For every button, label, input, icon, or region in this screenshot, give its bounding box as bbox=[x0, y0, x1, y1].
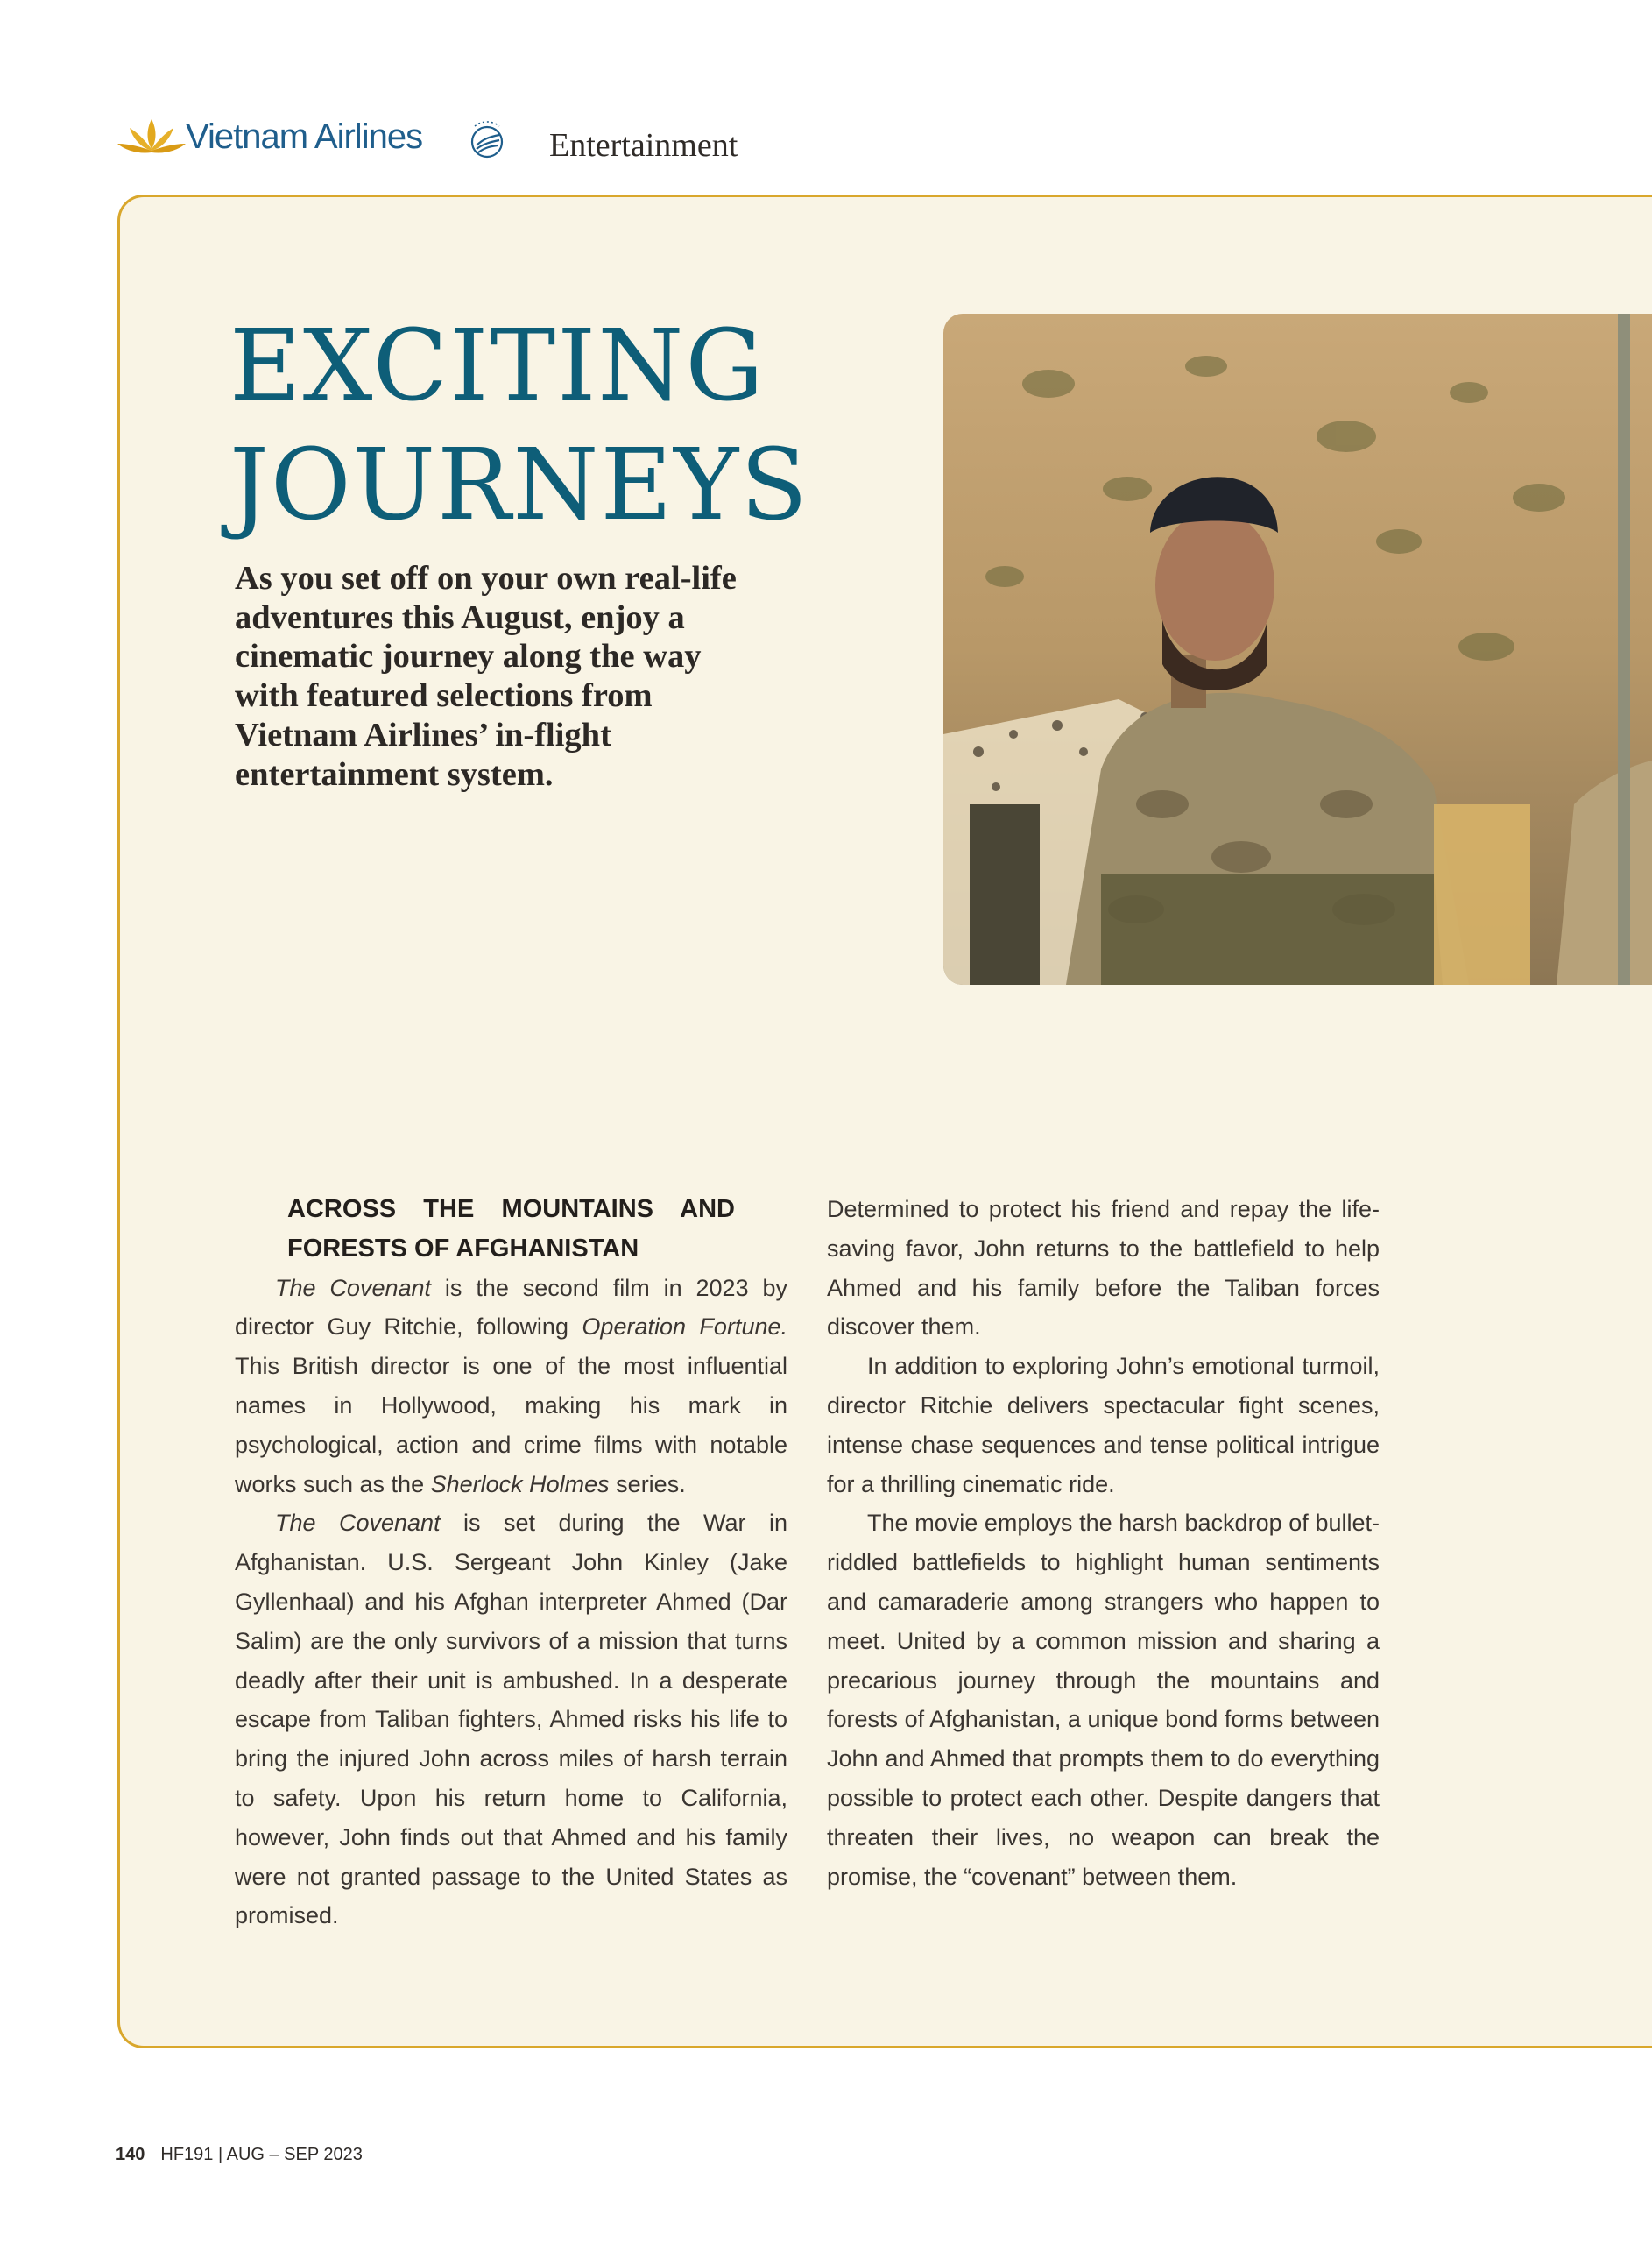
film-title: Operation Fortune. bbox=[582, 1313, 787, 1341]
feature-title: EXCITING JOURNEYS bbox=[229, 309, 809, 542]
article-paragraph: The movie employs the harsh backdrop of bullet-riddled battlefields to highlight human sentiments and camaraderie among strangers who happen to meet. United by a common mission and sharing a precarious journey through the mountains and forests of Afghanistan, a unique bond forms between John and Ahmed that prompts them to do everything possible to protect each other. Despite dangers that threaten their lives, no weapon can break the promise, the “covenant” between them. bbox=[827, 1510, 1380, 1890]
film-title: Sherlock Holmes bbox=[430, 1470, 610, 1497]
film-title: The Covenant bbox=[275, 1274, 432, 1301]
page-footer bbox=[116, 2145, 363, 2165]
article-paragraph: The Covenant is set during the War in Afghanistan. U.S. Sergeant John Kinley (Jake Gyllenhaal) and his Afghan interpreter Ahmed (Dar Salim) are the only survivors of a mission that turns deadly after their unit is ambushed. In a desperate escape from Taliban fighters, Ahmed risks his life to bring the injured John across miles of harsh terrain to safety. Upon his return home to California, however, John finds out that Ahmed and his family were not granted passage to the United States as promised. bbox=[235, 1510, 787, 1929]
feature-intro: As you set off on your own real-life adventures this August, enjoy a cinematic journey along the way with featured selections from Vietnam Airlines’ in-flight entertainment system. bbox=[235, 560, 737, 793]
page-header bbox=[116, 110, 992, 172]
page-number: 140 bbox=[116, 2145, 145, 2164]
film-still-photo bbox=[943, 314, 1652, 985]
issue-label: HF191 | AUG – SEP 2023 bbox=[160, 2145, 363, 2164]
lotus-logo-icon bbox=[116, 114, 187, 159]
article-paragraph: The Covenant is the second film in 2023 by director Guy Ritchie, following Operation Fortune. This British director is one of the most influential names in Hollywood, making his mark in psychological, action and crime films with notable works such as the Sherlock Holmes series. bbox=[235, 1274, 787, 1497]
article-column-left bbox=[235, 1190, 787, 1935]
skyteam-badge-icon bbox=[464, 117, 510, 163]
article-paragraph: In addition to exploring John’s emotional turmoil, director Ritchie delivers spectacular fight scenes, intense chase sequences and tense political intrigue for a thrilling cinematic ride. bbox=[827, 1353, 1380, 1497]
section-label: Entertainment bbox=[549, 127, 738, 164]
brand-wordmark: Vietnam Airlines bbox=[186, 117, 423, 156]
article-column-right bbox=[827, 1190, 1380, 1896]
article-paragraph: Determined to protect his friend and repay the life-saving favor, John returns to the battlefield to help Ahmed and his family before the Taliban forces discover them. bbox=[827, 1196, 1380, 1341]
article-subheading: ACROSS THE MOUNTAINS AND FORESTS OF AFGHANISTAN bbox=[287, 1195, 735, 1263]
film-title: The Covenant bbox=[275, 1510, 441, 1537]
